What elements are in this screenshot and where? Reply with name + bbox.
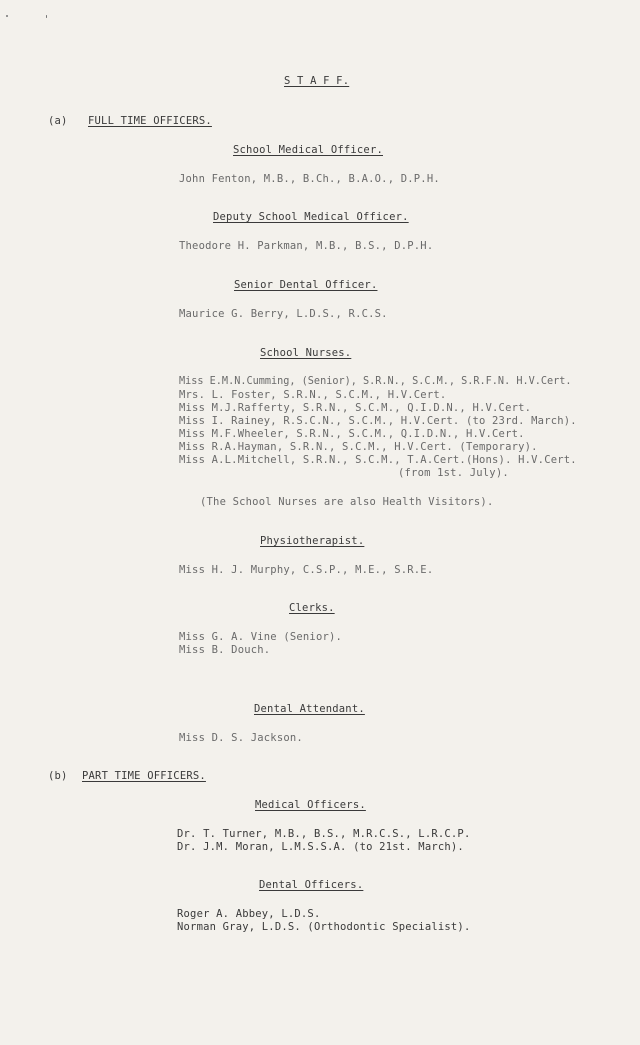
nurse-line: Mrs. L. Foster, S.R.N., S.C.M., H.V.Cert.	[179, 389, 447, 401]
dental-attendant-heading: Dental Attendant.	[254, 703, 365, 715]
section-b-label: (b)	[48, 770, 68, 782]
deputy-medical-officer-name: Theodore H. Parkman, M.B., B.S., D.P.H.	[179, 240, 434, 252]
section-a-heading: FULL TIME OFFICERS.	[88, 115, 212, 127]
dental-officer-line: Norman Gray, L.D.S. (Orthodontic Specialist).	[177, 921, 471, 933]
school-nurses-heading: School Nurses.	[260, 347, 352, 359]
senior-dental-officer-name: Maurice G. Berry, L.D.S., R.C.S.	[179, 308, 388, 320]
dental-officers-heading: Dental Officers.	[259, 879, 364, 891]
school-medical-officer-name: John Fenton, M.B., B.Ch., B.A.O., D.P.H.	[179, 173, 440, 185]
dental-attendant-name: Miss D. S. Jackson.	[179, 732, 303, 744]
scan-speck	[46, 15, 47, 18]
medical-officers-heading: Medical Officers.	[255, 799, 366, 811]
school-medical-officer-heading: School Medical Officer.	[233, 144, 383, 156]
nurse-line: Miss M.F.Wheeler, S.R.N., S.C.M., Q.I.D.N., H.V.Cert.	[179, 428, 525, 440]
deputy-medical-officer-heading: Deputy School Medical Officer.	[213, 211, 409, 223]
school-nurses-note: (The School Nurses are also Health Visitors).	[200, 496, 494, 508]
page-title: S T A F F.	[284, 75, 350, 87]
nurse-line: Miss E.M.N.Cumming, (Senior), S.R.N., S.C.M., S.R.F.N. H.V.Cert.	[179, 376, 572, 387]
physiotherapist-heading: Physiotherapist.	[260, 535, 365, 547]
nurse-line: Miss R.A.Hayman, S.R.N., S.C.M., H.V.Cert. (Temporary).	[179, 441, 538, 453]
section-a-label: (a)	[48, 115, 68, 127]
clerk-line: Miss G. A. Vine (Senior).	[179, 631, 343, 643]
clerks-heading: Clerks.	[289, 602, 335, 614]
medical-officer-line: Dr. T. Turner, M.B., B.S., M.R.C.S., L.R.C.P.	[177, 828, 471, 840]
nurse-line: Miss A.L.Mitchell, S.R.N., S.C.M., T.A.Cert.(Hons). H.V.Cert.	[179, 454, 577, 466]
nurse-line: Miss M.J.Rafferty, S.R.N., S.C.M., Q.I.D.N., H.V.Cert.	[179, 402, 532, 414]
clerk-line: Miss B. Douch.	[179, 644, 271, 656]
physiotherapist-name: Miss H. J. Murphy, C.S.P., M.E., S.R.E.	[179, 564, 434, 576]
dental-officer-line: Roger A. Abbey, L.D.S.	[177, 908, 321, 920]
nurse-line: Miss I. Rainey, R.S.C.N., S.C.M., H.V.Cert. (to 23rd. March).	[179, 415, 577, 427]
scan-speck	[6, 15, 8, 17]
section-b-heading: PART TIME OFFICERS.	[82, 770, 206, 782]
nurse-line-continuation: (from 1st. July).	[398, 467, 509, 479]
senior-dental-officer-heading: Senior Dental Officer.	[234, 279, 378, 291]
medical-officer-line: Dr. J.M. Moran, L.M.S.S.A. (to 21st. March).	[177, 841, 464, 853]
